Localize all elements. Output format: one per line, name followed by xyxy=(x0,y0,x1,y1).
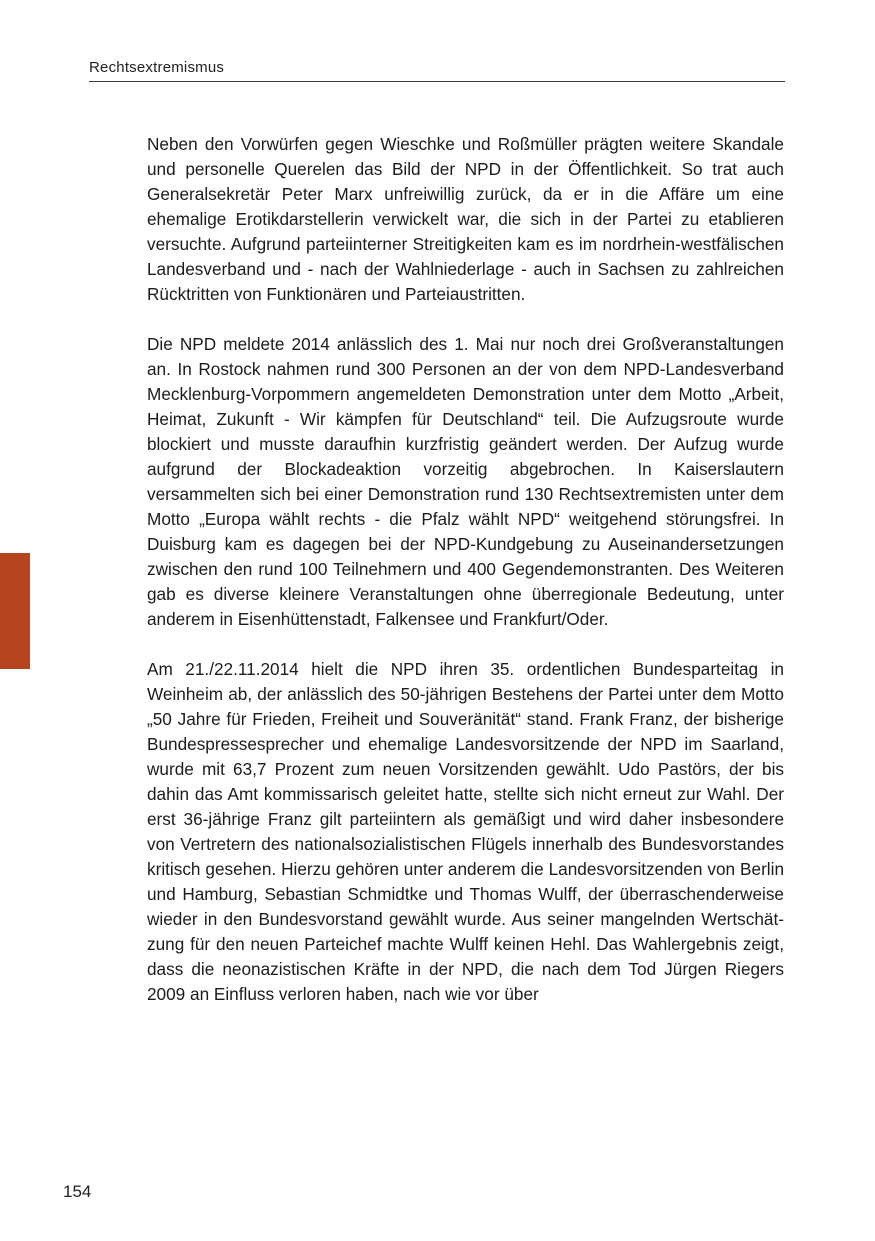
header-divider xyxy=(89,81,785,82)
page-number: 154 xyxy=(63,1182,92,1201)
chapter-side-tab xyxy=(0,553,30,669)
paragraph: Am 21./22.11.2014 hielt die NPD ihren 35. ordentlichen Bundesparteitag in Weinheim ab, der anlässlich des 50-jährigen Bestehens der Partei unter dem Motto „50 Jahre für Frieden, Freiheit und Souveränität“ stand. Frank Franz, der bisherige Bundespressesprecher und ehemalige Landesvorsitzende der NPD im Saarland, wurde mit 63,7 Prozent zum neuen Vorsitzenden gewählt. Udo Pastörs, der bis dahin das Amt kommissarisch geleitet hatte, stellte sich nicht erneut zur Wahl. Der erst 36-jährige Franz gilt parteiintern als gemäßigt und wird daher insbesondere von Vertretern des nationalsozialistischen Flügels innerhalb des Bundesvorstandes kritisch gesehen. Hierzu gehören unter anderem die Landesvorsitzenden von Berlin und Hamburg, Sebastian Schmidtke und Thomas Wulff, der überraschenderweise wieder in den Bundesvorstand gewählt wurde. Aus seiner mangelnden Wertschätzung für den neuen Parteichef machte Wulff keinen Hehl. Das Wahlergebnis zeigt, dass die neonazistischen Kräfte in der NPD, die nach dem Tod Jürgen Riegers 2009 an Einfluss verloren haben, nach wie vor über xyxy=(147,659,784,1004)
paragraph: Die NPD meldete 2014 anlässlich des 1. Mai nur noch drei Großveranstaltungen an. In Rostock nahmen rund 300 Personen an der von dem NPD-Landesverband Mecklenburg-Vorpommern angemeldeten Demonstration unter dem Motto „Arbeit, Heimat, Zukunft - Wir kämpfen für Deutschland“ teil. Die Aufzugsroute wurde blockiert und musste daraufhin kurzfristig geändert werden. Der Aufzug wurde aufgrund der Blockadeaktion vorzeitig abgebrochen. In Kaiserslautern versammelten sich bei einer Demonstration rund 130 Rechtsextremisten unter dem Motto „Europa wählt rechts - die Pfalz wählt NPD“ weitgehend störungsfrei. In Duisburg kam es dagegen bei der NPD-Kundgebung zu Auseinandersetzungen zwischen den rund 100 Teilnehmern und 400 Gegendemonstranten. Des Weiteren gab es diverse kleinere Veranstaltungen ohne überregionale Bedeutung, unter anderem in Eisenhüttenstadt, Falkensee und Frankfurt/Oder. xyxy=(147,334,784,629)
running-header-title: Rechtsextremismus xyxy=(89,59,225,76)
body-text xyxy=(147,132,784,1007)
paragraph: Neben den Vorwürfen gegen Wieschke und Roßmüller prägten weitere Skandale und personelle Querelen das Bild der NPD in der Öffentlichkeit. So trat auch Generalsekretär Peter Marx unfreiwillig zurück, da er in die Affäre um eine ehemalige Erotikdarstellerin verwickelt war, die sich in der Partei zu etablieren versuchte. Aufgrund parteiinterner Streitigkeiten kam es im nordrhein-westfälischen Landesverband und - nach der Wahlniederlage - auch in Sachsen zu zahlreichen Rücktritten von Funktionären und Parteiaustritten. xyxy=(147,134,784,304)
